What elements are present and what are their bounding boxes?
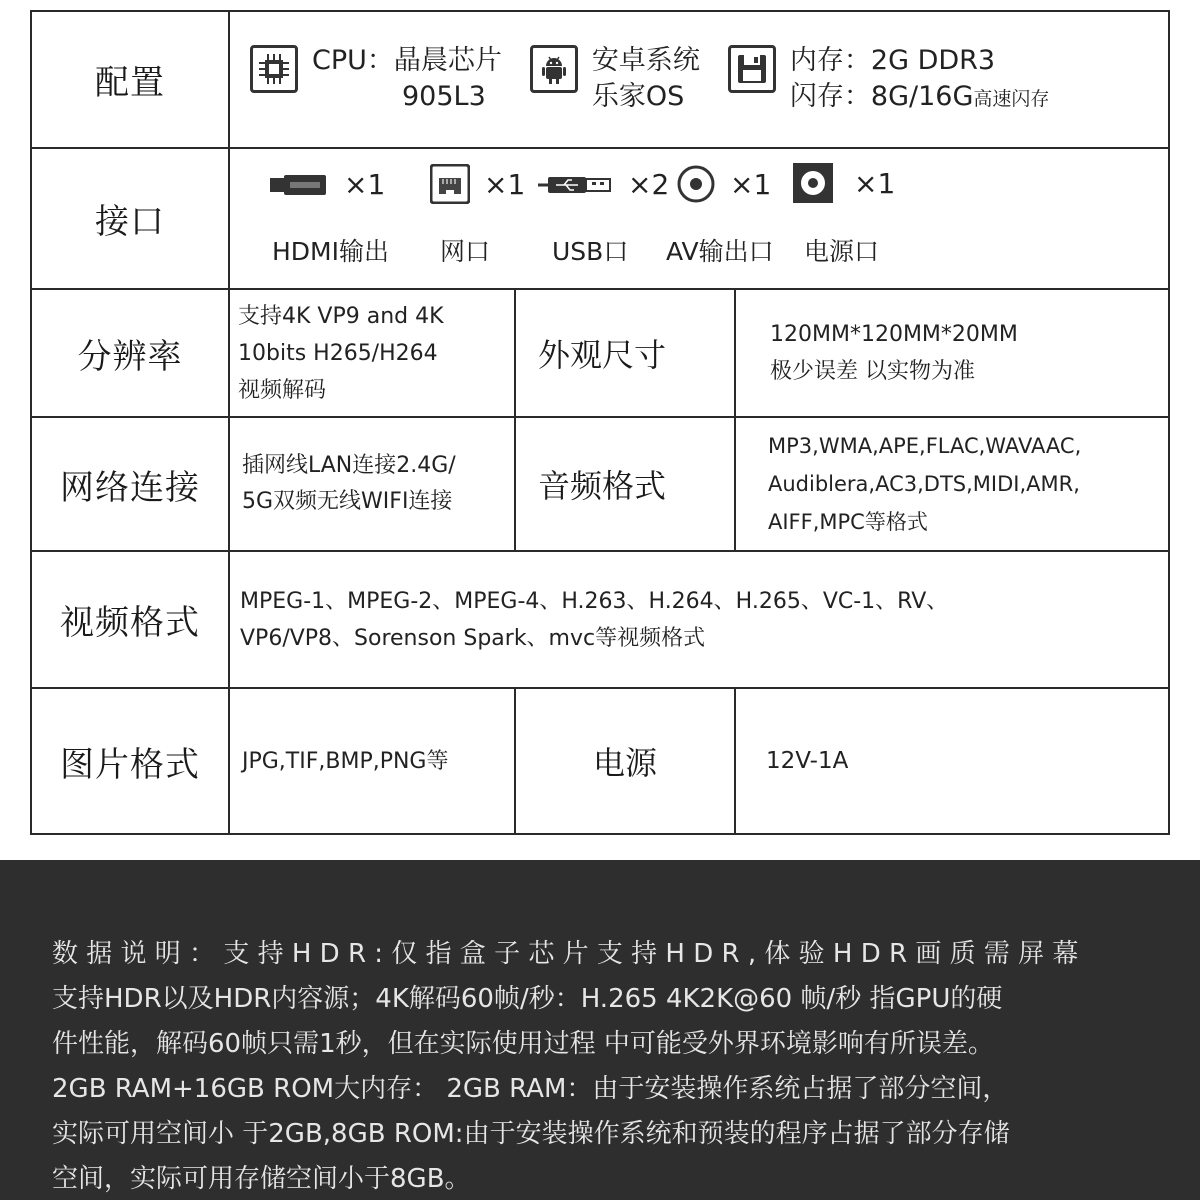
os-spec xyxy=(530,43,700,115)
video-label: 视频格式 xyxy=(31,551,229,688)
port-usb xyxy=(538,168,669,201)
video-value: MPEG-1、MPEG-2、MPEG-4、H.263、H.264、H.265、VC-1、RV、 VP6/VP8、Sorenson Spark、mvc等视频格式 xyxy=(229,551,1169,688)
note-line: 数 据 说 明 ： 支 持 H D R : 仅 指 盒 子 芯 片 支 持 H D R , 体 验 H D R 画 质 需 屏 幕 xyxy=(52,939,1079,969)
config-label: 配置 xyxy=(31,11,229,148)
ethernet-icon xyxy=(430,164,470,204)
network-label: 网络连接 xyxy=(31,417,229,551)
data-note xyxy=(52,932,1162,1202)
ports-row xyxy=(31,148,1169,289)
ports-label: 接口 xyxy=(31,148,229,289)
usb-icon xyxy=(538,174,614,196)
port-power xyxy=(792,162,895,204)
note-line: 实际可用空间小 于2GB,8GB ROM:由于安装操作系统和预装的程序占据了部分存储 xyxy=(52,1119,1010,1149)
memory-line1: 内存：2G DDR3 xyxy=(789,44,996,76)
port-label-power: 电源口 xyxy=(804,237,880,266)
cpu-line1: CPU：晶晨芯片 xyxy=(312,44,502,76)
network-row xyxy=(31,417,1169,551)
usb-count: ×2 xyxy=(628,168,670,201)
port-hdmi xyxy=(270,168,385,201)
hdmi-count: ×1 xyxy=(344,168,386,201)
size-value: 120MM*120MM*20MM 极少误差 以实物为准 xyxy=(735,289,1169,417)
picture-row xyxy=(31,688,1169,834)
hdmi-icon xyxy=(270,175,330,195)
power-label: 电源 xyxy=(515,688,735,834)
os-line2: 乐家OS xyxy=(591,80,685,112)
resolution-row xyxy=(31,289,1169,417)
ethernet-count: ×1 xyxy=(484,167,526,201)
resolution-value: 支持4K VP9 and 4K 10bits H265/H264 视频解码 xyxy=(229,289,515,417)
note-line: 支持HDR以及HDR内容源；4K解码60帧/秒：H.265 4K2K@60 帧/秒 指GPU的硬 xyxy=(52,984,1003,1014)
av-jack-icon xyxy=(676,164,716,204)
power-value: 12V-1A xyxy=(735,688,1169,834)
cpu-spec xyxy=(250,43,502,115)
av-count: ×1 xyxy=(730,167,772,201)
power-count: ×1 xyxy=(854,166,896,200)
floppy-disk-icon xyxy=(728,45,776,93)
config-cell xyxy=(229,11,1169,148)
note-line: 空间，实际可用存储空间小于8GB。 xyxy=(52,1164,471,1194)
port-label-ethernet: 网口 xyxy=(440,237,491,266)
memory-spec xyxy=(728,43,1050,117)
memory-line2: 闪存：8G/16G高速闪存 xyxy=(789,80,1050,112)
port-label-usb: USB口 xyxy=(552,237,629,266)
ports-cell xyxy=(229,148,1169,289)
resolution-label: 分辨率 xyxy=(31,289,229,417)
chip-icon xyxy=(250,45,298,93)
port-ethernet xyxy=(430,164,525,204)
power-jack-icon xyxy=(792,162,834,204)
size-label: 外观尺寸 xyxy=(515,289,735,417)
port-av xyxy=(676,164,771,204)
video-row xyxy=(31,551,1169,688)
spec-table xyxy=(30,10,1170,835)
note-line: 2GB RAM+16GB ROM大内存： 2GB RAM：由于安装操作系统占据了部分空间， xyxy=(52,1074,1009,1104)
network-value: 插网线LAN连接2.4G/ 5G双频无线WIFI连接 xyxy=(229,417,515,551)
audio-value: MP3,WMA,APE,FLAC,WAVAAC, Audiblera,AC3,DTS,MIDI,AMR, AIFF,MPC等格式 xyxy=(735,417,1169,551)
picture-value: JPG,TIF,BMP,PNG等 xyxy=(229,688,515,834)
picture-label: 图片格式 xyxy=(31,688,229,834)
port-label-av: AV输出口 xyxy=(666,237,774,266)
note-line: 件性能，解码60帧只需1秒，但在实际使用过程 中可能受外界环境影响有所误差。 xyxy=(52,1029,994,1059)
cpu-line2: 905L3 xyxy=(402,80,486,112)
config-row xyxy=(31,11,1169,148)
os-line1: 安卓系统 xyxy=(591,44,700,76)
android-icon xyxy=(530,45,578,93)
port-label-hdmi: HDMI输出 xyxy=(272,237,389,266)
audio-label: 音频格式 xyxy=(515,417,735,551)
